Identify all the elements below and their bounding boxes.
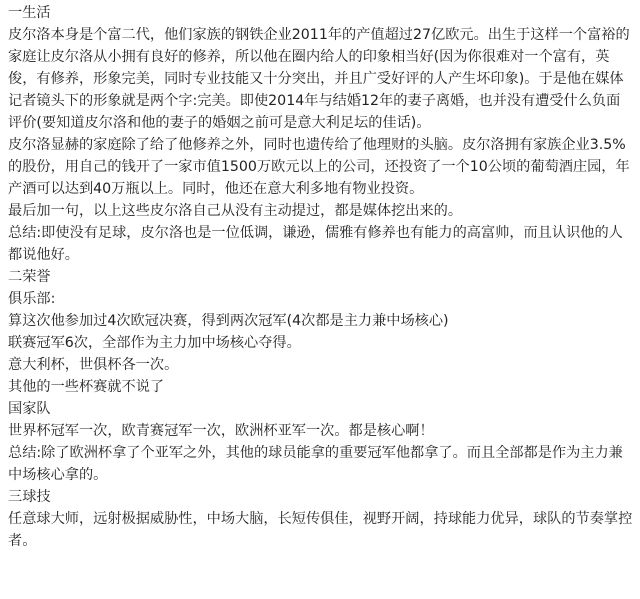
paragraph-life-summary: 总结:即使没有足球，皮尔洛也是一位低调，谦逊，儒雅有修养也有能力的高富帅，而且认识他的人都说他好。 — [8, 225, 623, 263]
paragraph-national-team-label: 国家队 — [8, 401, 51, 417]
paragraph-cups: 意大利杯，世俱杯各一次。 — [8, 357, 179, 373]
paragraph-club-label: 俱乐部: — [8, 291, 56, 307]
paragraph-national-titles: 世界杯冠军一次，欧青赛冠军一次，欧洲杯亚军一次。都是核心啊！ — [8, 423, 434, 439]
paragraph-skills: 任意球大师，远射极据威胁性，中场大脑，长短传俱佳，视野开阔，持球能力优异，球队的节奏掌控者。 — [8, 511, 633, 549]
section-heading-skills: 三球技 — [8, 489, 51, 505]
paragraph-other-cups: 其他的一些杯赛就不说了 — [8, 379, 165, 395]
paragraph-honors-summary: 总结:除了欧洲杯拿了个亚军之外，其他的球员能拿的重要冠军他都拿了。而且全部都是作为主力兼中场核心拿的。 — [8, 445, 623, 483]
paragraph-league-titles: 联赛冠军6次，全部作为主力加中场核心夺得。 — [8, 335, 301, 351]
paragraph-media-note: 最后加一句，以上这些皮尔洛自己从没有主动提过，都是媒体挖出来的。 — [8, 203, 463, 219]
paragraph-finance: 皮尔洛显赫的家庭除了给了他修养之外，同时也遗传给了他理财的头脑。皮尔洛拥有家族企业3.5%的股份，用自己的钱开了一家市值1500万欧元以上的公司，还投资了一个10公顷的葡萄酒庄园，年产酒可以达到40万瓶以上。同时，他还在意大利多地有物业投资。 — [8, 137, 630, 197]
paragraph-champions-league: 算这次他参加过4次欧冠决赛，得到两次冠军(4次都是主力兼中场核心) — [8, 313, 449, 329]
section-heading-honors: 二荣誉 — [8, 269, 51, 285]
section-heading-life: 一生活 — [8, 5, 51, 21]
paragraph-family-background: 皮尔洛本身是个富二代，他们家族的钢铁企业2011年的产值超过27亿欧元。出生于这样一个富裕的家庭让皮尔洛从小拥有良好的修养，所以他在圈内给人的印象相当好(因为你很难对一个富有，英俊，有修养，形象完美，同时专业技能又十分突出，并且广受好评的人产生坏印象)。于是他在媒体记者镜头下的形象就是两个字:完美。即使2014年与结婚12年的妻子离婚，也并没有遭受什么负面评价(要知道皮尔洛和他的妻子的婚姻之前可是意大利足坛的佳话)。 — [8, 27, 630, 131]
